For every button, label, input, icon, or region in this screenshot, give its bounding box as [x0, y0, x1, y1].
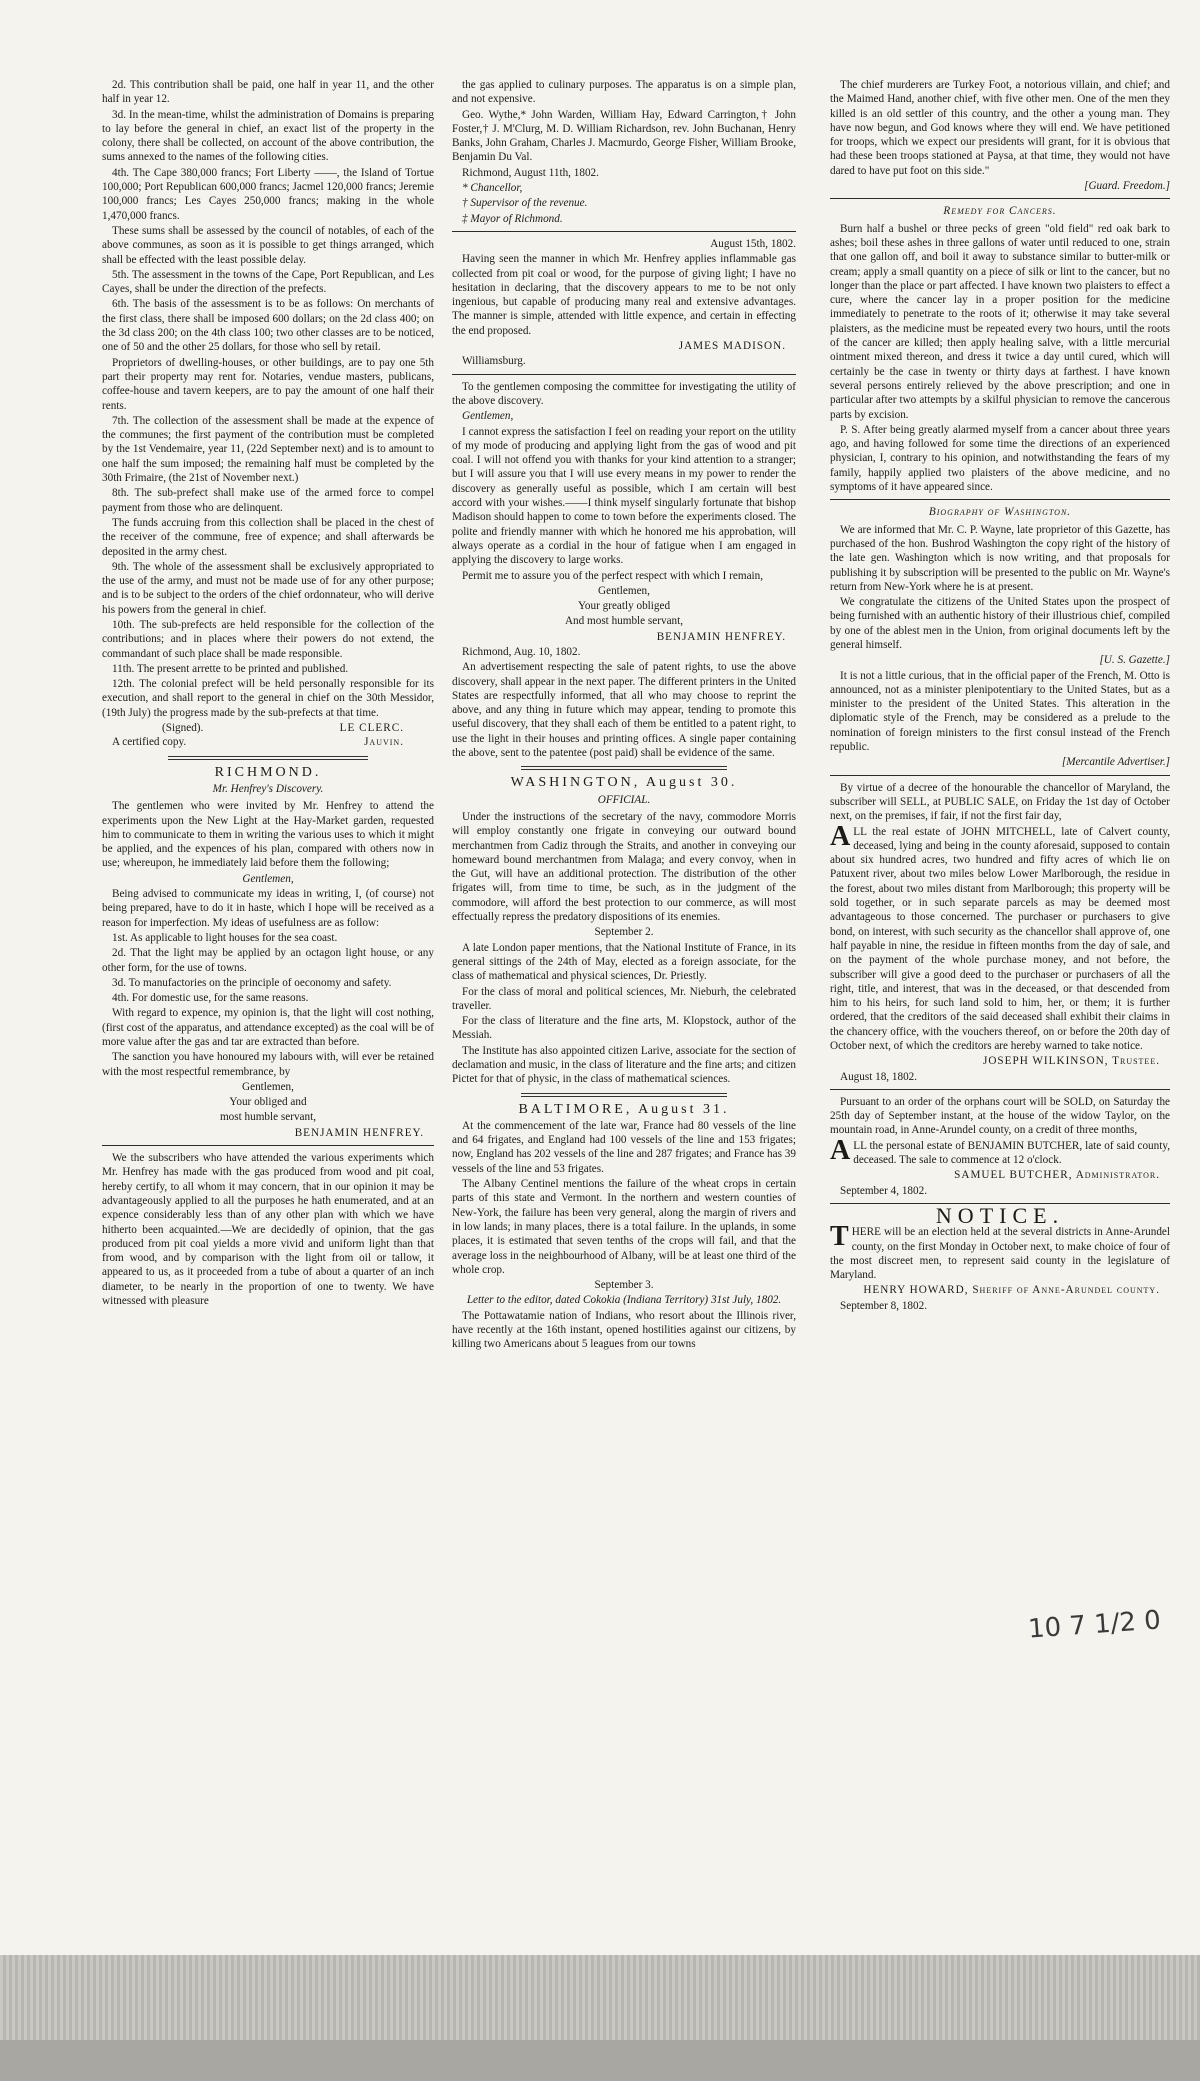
article-paragraph: 8th. The sub-prefect shall make use of the armed force to compel payment from those who are delinquent. [102, 487, 434, 514]
closing-line: Your greatly obliged [577, 600, 671, 613]
article-paragraph: 12th. The colonial prefect will be held personally responsible for its execution, and shall report to the general in chief on the 30th Messidor, (19th July) the progress made by the sub-prefects at that time. [102, 678, 434, 719]
subheading-biography: Biography of Washington. [928, 506, 1072, 519]
section-heading-richmond: RICHMOND. [214, 764, 322, 780]
dateline: Richmond, August 11th, 1802. [462, 166, 599, 179]
signature-henfrey: BENJAMIN HENFREY. [656, 630, 786, 643]
article-paragraph: 6th. The basis of the assessment is to be as follows: On merchants of the first class, there shall be imposed 600 dollars; on the 2d class 400; on the 3d class 200; on the 4th class 100; two other classes are to be noticed, one of 50 and the other 25 dollars, for those who sell by retail. [102, 298, 434, 354]
advertisement-body [830, 820, 1170, 1054]
article-paragraph: These sums shall be assessed by the council of notables, of each of the above communes, as soon as it is possible to get things arranged, which shall be effected with the least possible delay. [102, 224, 434, 266]
divider [830, 198, 1170, 199]
dateline: August 15th, 1802. [710, 237, 796, 250]
article-paragraph: 2d. This contribution shall be paid, one half in year 11, and the other half in year 12. [102, 79, 434, 106]
article-paragraph: 2d. That the light may be applied by an octagon light house, or any other form, for the use of towns. [102, 947, 434, 974]
dateline: September 8, 1802. [840, 1299, 927, 1312]
article-paragraph: 4th. The Cape 380,000 francs; Fort Liberty ——, the Island of Tortue 100,000; Port Republican 600,000 francs; Jacmel 120,000 francs; Jeremie 100,000 francs; Les Cayes 250,000 francs; making in the whole 1,470,000 francs. [102, 166, 434, 222]
article-paragraph: The funds accruing from this collection shall be placed in the chest of the receiver of the commune, free of expence; and shall afterwards be deposited in the army chest. [102, 516, 434, 558]
notice-body [830, 1221, 1170, 1282]
article-paragraph: 10th. The sub-prefects are held responsible for the collection of the contributions; and in places where their powers do not extend, the commandant of such place shall be made responsible. [102, 618, 434, 660]
article-paragraph: To the gentlemen composing the committee for investigating the utility of the above discovery. [452, 380, 796, 407]
article-paragraph: At the commencement of the late war, France had 80 vessels of the line and 64 frigates, and England had 100 vessels of the line and 153 frigates; now, England has 202 vessels of the line and 287 frigates; and France has 39 vessels of the line and 53 frigates. [452, 1119, 796, 1175]
article-paragraph: Having seen the manner in which Mr. Henfrey applies inflammable gas collected from pit coal or wood, for the purpose of giving light; I have no hesitation in declaring, that the discovery appears to me to be not only ingenious, but capable of producing many real and extensive advantages. The manner is simple, attended with little expence, and certain in effecting the end proposed. [452, 253, 796, 337]
letter-heading: Letter to the editor, dated Cokokia (Indiana Territory) 31st July, 1802. [466, 1294, 782, 1307]
article-paragraph: 3d. In the mean-time, whilst the administration of Domains is preparing to lay before the general in chief, an exact list of the property in the colony, there shall be collected, on account of the above contribution, the sums annexed to the names of the following cities. [102, 108, 434, 164]
column-middle [452, 78, 796, 1948]
article-paragraph: 4th. For domestic use, for the same reasons. [112, 992, 309, 1005]
section-divider [521, 1093, 727, 1097]
subheading-discovery: Mr. Henfrey's Discovery. [212, 782, 324, 795]
signature-sheriff: HENRY HOWARD, Sheriff of Anne-Arundel county. [863, 1284, 1160, 1297]
advertisement-body [830, 1134, 1170, 1168]
dateline: September 4, 1802. [840, 1184, 927, 1197]
column-right [830, 78, 1170, 1948]
divider [830, 1089, 1170, 1090]
divider [452, 231, 796, 232]
damaged-page-bottom [0, 2040, 1200, 2081]
article-paragraph: The sanction you have honoured my labours with, will ever be retained with the most respectful remembrance, by [102, 1051, 434, 1078]
certified-line [102, 735, 434, 749]
article-paragraph: The chief murderers are Turkey Foot, a notorious villain, and chief; and the Maimed Hand, another chief, with five other men. One of the men they killed is an old settler of this country, and the other a young man. They have now begun, and God knows where they will end. We have petitioned for troops, which we expect our presidents will grant, for it is obvious that had these been troops stationed at Paysa, at that time, they would not have dared to have put foot on this side." [830, 79, 1170, 177]
source-credit: [U. S. Gazette.] [1099, 654, 1170, 667]
article-paragraph: Burn half a bushel or three pecks of green "old field" red oak bark to ashes; boil these ashes in three gallons of water until reduced to one, strain that one gallon off, and boil it away to substance similar to butter-milk or cream; apply a small quantity on a piece of silk or lint to the cancer, but no longer than the place or part affected. I have known two plaisters to effect a cure, where the cancer lay in a proper position for the medicine immediately to penetrate to the roots of it; otherwise it may take several plaisters, as the medicine must be repeated every two hours, until the roots of the cancer are killed; then apply healing salve, with a little mercurial ointment mixed thereon, and dress it twice a day until cured, which will certainly be the case in twenty or thirty days at farthest. I have known several persons entirely relieved by the above prescription; and one in particular after two attempts by a skilful physician to remove the cancerous parts by excision. [830, 222, 1170, 421]
article-paragraph: The Pottawatamie nation of Indians, who resort about the Illinois river, have recently at the 16th instant, opened hostilities against our citizens, by killing two Americans about 5 leagues from our towns [452, 1309, 796, 1351]
signature-trustee: JOSEPH WILKINSON, Trustee. [982, 1055, 1160, 1068]
signature-administrator: SAMUEL BUTCHER, Administrator. [954, 1169, 1160, 1182]
dateline: September 3. [594, 1279, 654, 1292]
article-paragraph: For the class of moral and political sciences, Mr. Nieburh, the celebrated traveller. [452, 985, 796, 1012]
subheading-remedy: Remedy for Cancers. [943, 205, 1057, 218]
signature-madison: JAMES MADISON. [678, 340, 786, 353]
notice-text: HERE will be an election held at the several districts in Anne-Arundel county, on the first Monday in October next, to make choice of four of the most discreet men, to represent said county in the legislature of Maryland. [830, 1226, 1170, 1282]
article-paragraph: I cannot express the satisfaction I feel on reading your report on the utility of my mode of producing and applying light from the gas of wood and pit coal. I will not offend you with thanks for your kind attention to a stranger; but I will assure you that I will use every means in my power to render the discovery as generally useful as possible, which I am certain will best accord with your wishes.——I think myself singularly fortunate that bishop Madison should happen to come to town before the experiments closed. The polite and friendly manner with which he honored me his approbation, will always operate as a cordial in the hour of fatigue when I am engaged in applying the discovery to large works. [452, 425, 796, 567]
closing-line: And most humble servant, [564, 615, 684, 628]
article-paragraph: 9th. The whole of the assessment shall be exclusively appropriated to the use of the army, and must not be made use of for any other purpose; and is to be subject to the orders of the chief ordonnateur, who will derive his powers from the general in chief. [102, 560, 434, 616]
article-paragraph: Being advised to communicate my ideas in writing, I, (of course) not being prepared, have to do it in haste, which I hope will be received as a reason for imperfection. My ideas of usefulness are as follow: [102, 888, 434, 929]
source-credit: [Guard. Freedom.] [1084, 180, 1170, 193]
divider [102, 1145, 434, 1146]
divider [452, 374, 796, 375]
column-left [102, 78, 434, 1948]
article-paragraph: 1st. As applicable to light houses for the sea coast. [112, 931, 338, 944]
article-paragraph: We the subscribers who have attended the various experiments which Mr. Henfrey has made with the gas produced from wood and pit coal, hereby certify, to all whom it may concern, that in our opinion it may be advantageously applied to all the purposes he hath enumerated, and at an expence considerably less than of any other plan with which we have hitherto been acquainted.—We are decidedly of opinion, that the gas produced from pit coal yields a more vivid and uniform light than that from wood, and by comparison with the light from oil or tallow, it appeared to us, as it proceeded from a tube of about a quarter of an inch diameter, to be nearly in the proportion of one to twenty. We have witnessed with pleasure [102, 1152, 434, 1308]
source-credit: [Mercantile Advertiser.] [1061, 756, 1170, 769]
signature-jauvin: Jauvin. [364, 736, 404, 749]
advertisement-text: LL the personal estate of BENJAMIN BUTCHER, late of said county, deceased. The sale to commence at 12 o'clock. [853, 1139, 1170, 1167]
footnote: ‡ Mayor of Richmond. [462, 212, 563, 225]
certified-label: A certified copy. [112, 736, 187, 749]
drop-cap: A [830, 820, 851, 852]
section-divider [521, 766, 727, 770]
article-paragraph: We are informed that Mr. C. P. Wayne, late proprietor of this Gazette, has purchased of the hon. Bushrod Washington the copy right of the history of the late gen. Washington which is now writing, and that proposals for publishing it by subscription will be presented to the public on Mr. Wayne's return from New-York where he is at present. [830, 523, 1170, 593]
place-line: Williamsburg. [462, 355, 526, 368]
signed-label: (Signed). [162, 722, 204, 735]
closing-line: Your obliged and [229, 1096, 307, 1109]
signature-line [102, 721, 434, 735]
advertisement-text: LL the real estate of JOHN MITCHELL, late of Calvert county, deceased, lying and being in the county aforesaid, supposed to contain about six hundred acres, two hundred and fifty acres of which lie on Patuxent river, about two miles below Lower Marlborough, the residue in the forest, about two miles distant from Marlborough; this property will be sold together, or in such separate parcels as may be deemed most advantageous to those concerned. The purchaser or purchasers to give bond, on interest, with such security as the chancellor shall approve of, one half payable in nine, the residue in fifteen months from the day of sale, and on the payment of the whole purchase money, and not before, the subscriber will give a good deed to the purchaser or purchasers of all the right, title, and interest, that was in the deceased, or that descended from him to his heirs, for such land sold to him, her, or them; it is further ordered, that the creditors of the said deceased shall exhibit their claims in the chancery office, with the vouchers thereof, on or before the 20th day of October next, of which the creditors are hereby warned to take notice. [830, 825, 1170, 1052]
section-heading-washington: WASHINGTON, August 30. [510, 775, 738, 791]
article-paragraph: 7th. The collection of the assessment shall be made at the expence of the communes; the first payment of the contribution must be completed by the 1st Vendemaire, year 11, (22d September next) and is to amount to one half the sum imposed; the remaining half must be completed by the 30th Frimaire, (the 21st of November next.) [102, 414, 434, 485]
notice-heading: NOTICE. [935, 1202, 1065, 1228]
article-paragraph: A late London paper mentions, that the National Institute of France, in its general sittings of the 24th of May, elected as a foreign associate, for the class of mathematical and physical sciences, Dr. Priestly. [452, 941, 796, 983]
article-paragraph: 5th. The assessment in the towns of the Cape, Port Republican, and Les Cayes, shall be under the direction of the prefects. [102, 268, 434, 296]
article-paragraph: 3d. To manufactories on the principle of oeconomy and safety. [112, 976, 392, 989]
salutation: Gentlemen, [598, 584, 650, 597]
article-paragraph: It is not a little curious, that in the official paper of the French, M. Otto is announced, not as a minister plenipotentiary to the United States, but as a minister to the president of the United States. This alteration in the diplomatic style of the French, may be considered as a prelude to the nomination of foreign ministers to the first consul instead of the French republic. [830, 669, 1170, 754]
subheading-official: OFFICIAL. [597, 793, 651, 806]
article-paragraph: Proprietors of dwelling-houses, or other buildings, are to pay one 5th part their property may rent for. Notaries, vendue masters, publicans, coffee-house and tavern keepers, are to pay the amount of one half their rents. [102, 356, 434, 412]
drop-cap: T [830, 1221, 849, 1253]
footnote: * Chancellor, [462, 182, 523, 195]
article-paragraph: The Institute has also appointed citizen Larive, associate for the section of declamation and music, in the class of literature and the fine arts; and citizen Pictet for that of physic, in the class of mathematical sciences. [452, 1044, 796, 1086]
dateline: Richmond, Aug. 10, 1802. [462, 645, 581, 658]
closing-line: most humble servant, [219, 1111, 316, 1124]
article-paragraph: Permit me to assure you of the perfect respect with which I remain, [462, 569, 764, 582]
article-paragraph: We congratulate the citizens of the United States upon the prospect of being furnished with an authentic history of their illustrious chief, compiled by one of the ablest men in the Union, from original documents left by the general himself. [830, 596, 1170, 651]
article-paragraph: An advertisement respecting the sale of patent rights, to use the above discovery, shall appear in the next paper. The different printers in the United States are respectfully informed, that all who may choose to reprint the above, and any thing in future which may appear, tending to promote this useful discovery, that they shall each of them be entitled to a patent right, to use the light in their houses and printing offices. A single paper containing the above, sent to the patentee (post paid) shall be evidence of the same. [452, 661, 796, 760]
drop-cap: A [830, 1134, 851, 1166]
dateline: September 2. [594, 926, 654, 939]
divider [830, 499, 1170, 500]
article-paragraph: The Albany Centinel mentions the failure of the wheat crops in certain parts of this state and Vermont. In the northern and western counties of New-York, the failure has been very general, along the margin of rivers and in low lands; in many places, there is a total failure. In the uplands, in some places, it is estimated that seven tenths of the crops will fail, and that the average loss in the neighbourhood of Albany, will be at least one third of the whole crop. [452, 1178, 796, 1276]
signature-leclerc: LE CLERC. [339, 722, 404, 735]
article-paragraph: Under the instructions of the secretary of the navy, commodore Morris will employ constantly one frigate in conveying our outward bound merchantmen from Cadiz through the Straits, and another in conveying our homeward bound merchantmen from Malaga; and every convoy, when in the Gut, will have an additional protection. The distribution of the other frigates will, from time to time, be such, as in the judgment of the commodore, will afford the best protection to our commerce, as will most effectually repress the predatory dispositions of its enemies. [452, 810, 796, 924]
signatory-list: Geo. Wythe,* John Warden, William Hay, Edward Carrington,† John Foster,† J. M'Clurg, M. D. William Richardson, rev. John Buchanan, Henry Banks, John Graham, Charles J. Macmurdo, George Fisher, William Brooke, Benjamin Du Val. [452, 108, 796, 164]
section-heading-baltimore: BALTIMORE, August 31. [518, 1101, 730, 1117]
article-paragraph: For the class of literature and the fine arts, M. Klopstock, author of the Messiah. [452, 1015, 796, 1042]
advertisement-intro: Pursuant to an order of the orphans court will be SOLD, on Saturday the 25th day of September instant, at the house of the widow Taylor, on the mountain road, in Anne-Arundel county, on a credit of three months, [830, 1095, 1170, 1137]
footnote: † Supervisor of the revenue. [462, 197, 588, 210]
article-paragraph: The gentlemen who were invited by Mr. Henfrey to attend the experiments upon the New Light at the Hay-Market garden, requested him to communicate to them in writing the various uses to which it might be applied, and the expences of his plan, compared with others now in use; whereupon, he immediately laid before them the following; [102, 800, 434, 870]
handwritten-mark: 10 7 1/2 0 [1027, 1605, 1162, 1645]
dateline: August 18, 1802. [840, 1070, 918, 1083]
salutation: Gentlemen, [242, 872, 294, 885]
advertisement-intro: By virtue of a decree of the honourable the chancellor of Maryland, the subscriber will SELL, at PUBLIC SALE, on Friday the 1st day of October next, on the premises, if fair, if not the first fair day, [830, 781, 1170, 823]
salutation: Gentlemen, [462, 410, 514, 423]
article-paragraph: the gas applied to culinary purposes. The apparatus is on a simple plan, and not expensive. [452, 79, 796, 106]
article-paragraph: With regard to expence, my opinion is, that the light will cost nothing, (first cost of the apparatus, and attendance excepted) as the coal will be of more value after the gas and tar are extracted than before. [102, 1007, 434, 1048]
article-paragraph: 11th. The present arrette to be printed and published. [112, 662, 349, 675]
signature-henfrey: BENJAMIN HENFREY. [294, 1126, 424, 1139]
section-divider [168, 756, 367, 760]
salutation: Gentlemen, [242, 1080, 294, 1093]
article-paragraph: P. S. After being greatly alarmed myself from a cancer about three years ago, and having followed for some time the directions of an experienced physician, I, contrary to his opinion, and notwithstanding the fears of my family, happily applied two plaisters of the above medicine, and no symptoms of it have appeared since. [830, 423, 1170, 494]
divider [830, 775, 1170, 776]
